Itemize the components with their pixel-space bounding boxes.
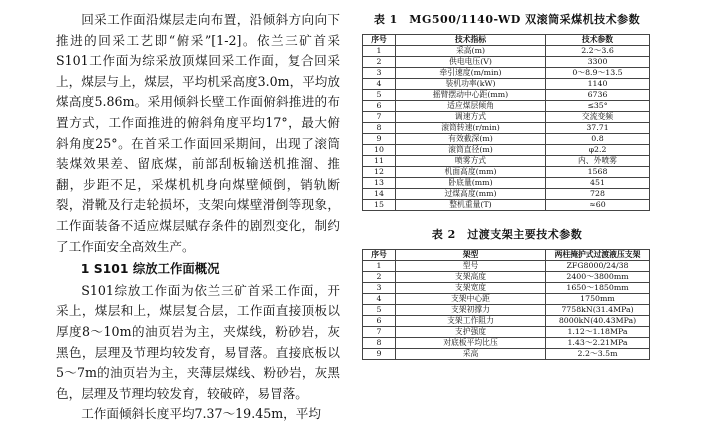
table-cell: 1 — [363, 261, 396, 272]
table-row — [363, 327, 650, 338]
table-cell: 14 — [363, 189, 396, 200]
table-header-cell: 架型 — [396, 250, 546, 261]
table-cell: 调速方式 — [396, 112, 546, 123]
table-cell: 1750mm — [546, 294, 650, 305]
table-row — [363, 272, 650, 283]
table-cell: 滚筒直径(m) — [396, 145, 546, 156]
table-cell: 6 — [363, 316, 396, 327]
table-row — [363, 178, 650, 189]
table-row — [363, 112, 650, 123]
table-cell: 整机重量(T) — [396, 200, 546, 211]
table-cell: 供电电压(V) — [396, 57, 546, 68]
table-header-cell: 序号 — [363, 35, 396, 46]
table-header-cell: 技术指标 — [396, 35, 546, 46]
table-cell: 10 — [363, 145, 396, 156]
table-row — [363, 349, 650, 360]
table-cell: 6 — [363, 101, 396, 112]
table-cell: 0.8 — [546, 134, 650, 145]
table-cell: 支架宽度 — [396, 283, 546, 294]
table-cell: 4 — [363, 294, 396, 305]
table-cell: 采高(m) — [396, 46, 546, 57]
table-cell: ZFG8000/24/38 — [546, 261, 650, 272]
table-cell: 12 — [363, 167, 396, 178]
table-cell: 4 — [363, 79, 396, 90]
table-cell: 摇臂摆动中心距(mm) — [396, 90, 546, 101]
table-cell: 3 — [363, 283, 396, 294]
table-cell: 1568 — [546, 167, 650, 178]
table-cell: 有效截深(m) — [396, 134, 546, 145]
table-cell: 11 — [363, 156, 396, 167]
shearer-parameters-table — [362, 34, 650, 211]
table-cell: 7758kN(31.4MPa) — [546, 305, 650, 316]
table-cell: 7 — [363, 327, 396, 338]
table2-caption: 表 2 过渡支架主要技术参数 — [431, 228, 583, 241]
table-cell: 对底板平均比压 — [396, 338, 546, 349]
table-row — [363, 261, 650, 272]
table-cell: 13 — [363, 178, 396, 189]
table-cell: 支架高度 — [396, 272, 546, 283]
table-row — [363, 101, 650, 112]
table-cell: 1 — [363, 46, 396, 57]
table-cell: 5 — [363, 305, 396, 316]
table-row — [363, 90, 650, 101]
table-cell: 2400～3800mm — [546, 272, 650, 283]
tables-column — [362, 10, 652, 360]
table-header-cell: 技术参数 — [546, 35, 650, 46]
table-cell: 9 — [363, 349, 396, 360]
table-cell: 交流变频 — [546, 112, 650, 123]
partial-paragraph: 工作面倾斜长度平均7.37～19.45m，平均 — [81, 406, 321, 422]
table-cell: φ2.2 — [546, 145, 650, 156]
table-row — [363, 134, 650, 145]
table-cell: 2.2～3.5m — [546, 349, 650, 360]
table-cell: ≤35° — [546, 101, 650, 112]
table-row — [363, 145, 650, 156]
support-parameters-table — [362, 249, 650, 360]
table-row — [363, 68, 650, 79]
table-header-cell: 两柱掩护式过渡液压支架 — [546, 250, 650, 261]
table-cell: 机面高度(mm) — [396, 167, 546, 178]
table-cell: 8 — [363, 123, 396, 134]
table-header-row — [363, 35, 650, 46]
table-cell: 喷雾方式 — [396, 156, 546, 167]
table-row — [363, 338, 650, 349]
table-cell: 8 — [363, 338, 396, 349]
overview-paragraph: S101综放工作面为依兰三矿首采工作面，开采上，煤层和上，煤层复合层，工作面直接顶板以厚度8～10m的油页岩为主，夹煤线，粉砂岩，灰黑色，层理及节理均较发育，易冒落。直接底板以5～7m的油页岩为主，夹薄层煤线、粉砂岩，灰黑色，层理及节理均较发育，较破碎，易冒落。 — [56, 282, 340, 401]
table-cell: 1140 — [546, 79, 650, 90]
table-cell: 728 — [546, 189, 650, 200]
table-cell: 牵引速度(m/min) — [396, 68, 546, 79]
table-cell: 2.2～3.6 — [546, 46, 650, 57]
table-cell: 9 — [363, 134, 396, 145]
article-text-column — [56, 10, 340, 425]
table-cell: 型号 — [396, 261, 546, 272]
table-row — [363, 57, 650, 68]
table-cell: 采高 — [396, 349, 546, 360]
table-cell: 451 — [546, 178, 650, 189]
table1-caption: 表 1 MG500/1140-WD 双滚筒采煤机技术参数 — [373, 13, 641, 26]
table-cell: 37.71 — [546, 123, 650, 134]
table-row — [363, 305, 650, 316]
table-cell: 支护强度 — [396, 327, 546, 338]
table-cell: 2 — [363, 272, 396, 283]
table-cell: 支架中心距 — [396, 294, 546, 305]
table-header-row — [363, 250, 650, 261]
table-cell: 内、外喷雾 — [546, 156, 650, 167]
table-cell: 6736 — [546, 90, 650, 101]
table-cell: 1.43～2.21MPa — [546, 338, 650, 349]
table-cell: 1650～1850mm — [546, 283, 650, 294]
table-row — [363, 79, 650, 90]
table-cell: 适应煤层倾角 — [396, 101, 546, 112]
table-cell: 0～8.9～13.5 — [546, 68, 650, 79]
table-header-cell: 序号 — [363, 250, 396, 261]
table-cell: 3300 — [546, 57, 650, 68]
table-cell: 过煤高度(mm) — [396, 189, 546, 200]
section-heading: 1 S101 综放工作面概况 — [80, 261, 220, 277]
table-row — [363, 167, 650, 178]
table-row — [363, 316, 650, 327]
table-cell: 8000kN(40.43MPa) — [546, 316, 650, 327]
table-cell: 3 — [363, 68, 396, 79]
table-cell: 装机功率(kW) — [396, 79, 546, 90]
table-cell: 支架初撑力 — [396, 305, 546, 316]
intro-paragraph: 回采工作面沿煤层走向布置，沿倾斜方向向下推进的回采工艺即“俯采”[1-2]。依兰三矿首采S101工作面为综采放顶煤回采工作面，复合回采上，煤层与上，煤层，平均机采高度3.0m，平均放煤高度5.86m。采用倾斜长壁工作面俯斜推进的布置方式，工作面推进的俯斜角度平均17°，最大俯斜角度25°。在首采工作面回采期间，出现了滚筒装煤效果差、留底煤，前部刮板输送机推溜、推翻，步距不足，采煤机机身向煤壁倾倒，销轨断裂，滑靴及行走轮损坏，支架向煤壁滑倒等现象，工作面装备不适应煤层赋存条件的剧烈变化，制约了工作面安全高效生产。 — [56, 12, 340, 254]
table-cell: 卧底量(mm) — [396, 178, 546, 189]
table-row — [363, 294, 650, 305]
table-row — [363, 200, 650, 211]
table-cell: 滚筒转速(r/min) — [396, 123, 546, 134]
table-row — [363, 156, 650, 167]
table-cell: 15 — [363, 200, 396, 211]
table-cell: 2 — [363, 57, 396, 68]
table-cell: 7 — [363, 112, 396, 123]
table-row — [363, 189, 650, 200]
table-cell: 支架工作阻力 — [396, 316, 546, 327]
table-cell: 1.12～1.18MPa — [546, 327, 650, 338]
table-row — [363, 283, 650, 294]
table-cell: ≈60 — [546, 200, 650, 211]
table-row — [363, 46, 650, 57]
table-row — [363, 123, 650, 134]
table-cell: 5 — [363, 90, 396, 101]
